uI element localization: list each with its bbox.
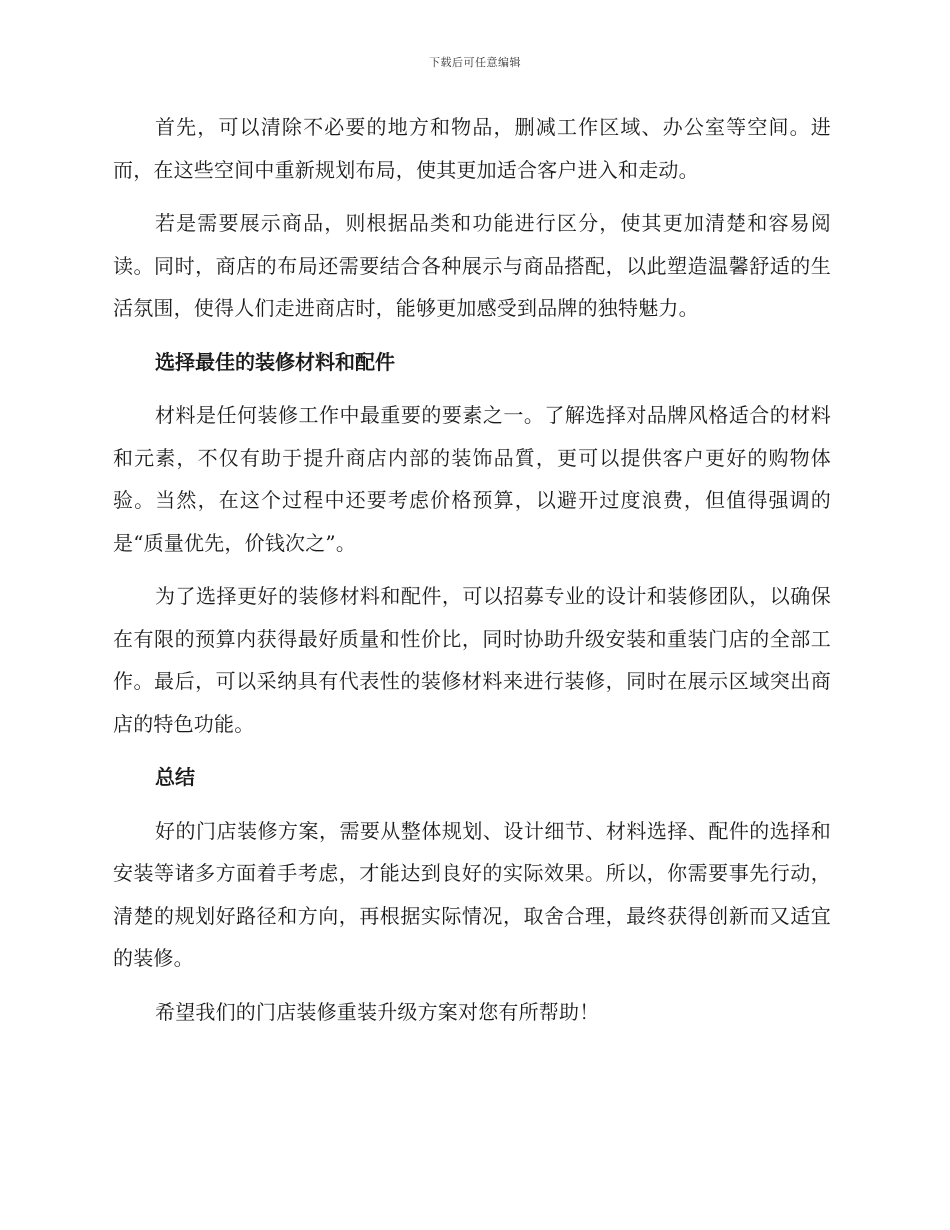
- paragraph-product-display: 若是需要展示商品，则根据品类和功能进行区分，使其更加清楚和容易阅读。同时，商店的布局还需要结合各种展示与商品搭配，以此塑造温馨舒适的生活氛围，使得人们走进商店时，能够更加感受到品牌的独特魅力。: [113, 211, 831, 320]
- paragraph-materials-importance: 材料是任何装修工作中最重要的要素之一。了解选择对品牌风格适合的材料和元素，不仅有助于提升商店内部的装饰品質，更可以提供客户更好的购物体验。当然，在这个过程中还要考虑价格预算，以避开过度浪费，但值得强调的是“质量优先，价钱次之”。: [113, 403, 831, 555]
- paragraph-clear-space: 首先，可以清除不必要的地方和物品，删减工作区域、办公室等空间。进而，在这些空间中重新规划布局，使其更加适合客户进入和走动。: [113, 115, 831, 182]
- document-body: [113, 106, 831, 1044]
- page-header: 下载后可任意编辑: [429, 56, 521, 69]
- section-heading-materials: 选择最佳的装修材料和配件: [155, 349, 395, 374]
- paragraph-materials-team: 为了选择更好的装修材料和配件，可以招募专业的设计和装修团队，以确保在有限的预算内获得最好质量和性价比，同时协助升级安装和重装门店的全部工作。最后，可以采纳具有代表性的装修材料来进行装修，同时在展示区域突出商店的特色功能。: [113, 584, 831, 736]
- paragraph-summary: 好的门店装修方案，需要从整体规划、设计细节、材料选择、配件的选择和安装等诸多方面着手考虑，才能达到良好的实际效果。所以，你需要事先行动，清楚的规划好路径和方向，再根据实际情况，取舍合理，最终获得创新而又适宜的装修。: [113, 818, 831, 970]
- section-heading-summary: 总结: [155, 765, 195, 789]
- paragraph-closing: 希望我们的门店装修重装升级方案对您有所帮助！: [155, 999, 600, 1024]
